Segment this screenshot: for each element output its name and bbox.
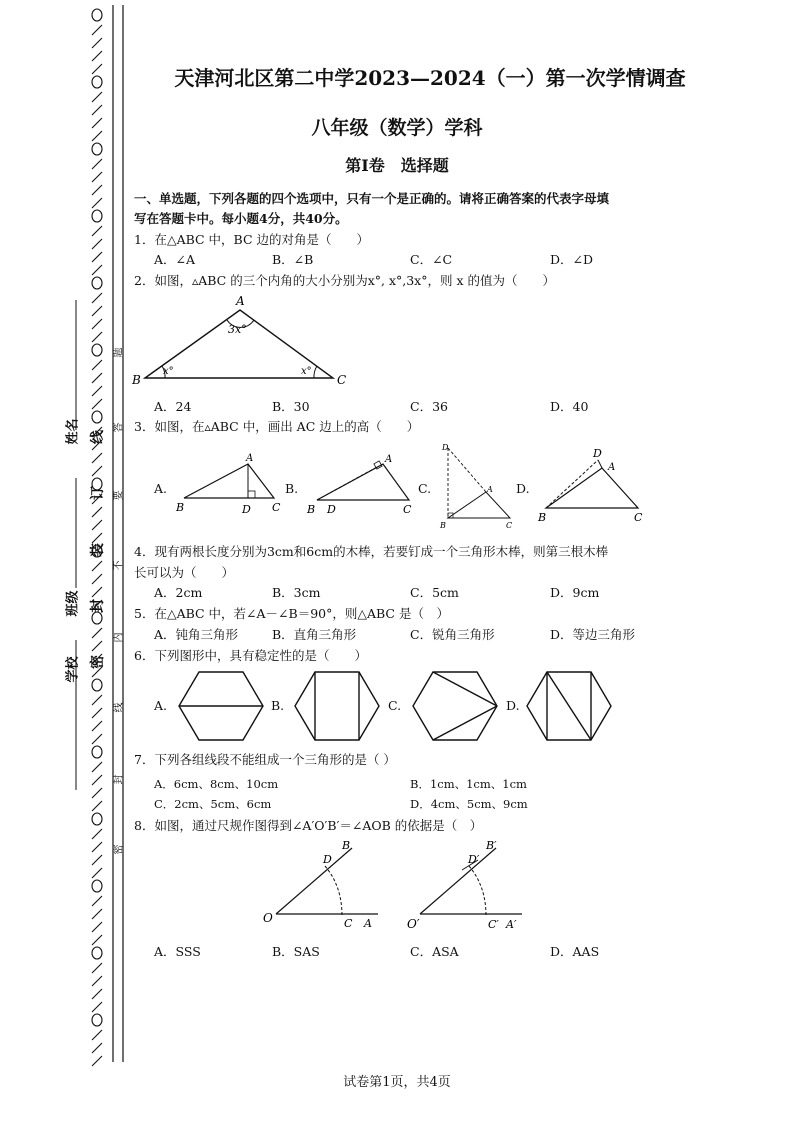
q3-option-c[interactable]: C.	[418, 481, 432, 496]
q8-option-b[interactable]: B．SAS	[272, 944, 320, 959]
q3-stem: 3．如图，在▵ABC 中，画出 AC 边上的高（ ）	[134, 419, 420, 434]
binding-slash	[92, 963, 102, 973]
binding-circle	[92, 411, 102, 423]
section-title: 第Ⅰ卷 选择题	[345, 156, 449, 175]
svg-text:D: D	[323, 853, 332, 866]
q2-label-c: C	[337, 373, 347, 387]
q4-option-a[interactable]: A．2cm	[154, 585, 203, 600]
q7-stem: 7．下列各组线段不能组成一个三角形的是（ ）	[134, 752, 396, 767]
q8-figure-right	[404, 836, 534, 932]
binding-circle	[92, 612, 102, 624]
svg-text:C: C	[272, 501, 281, 514]
svg-text:O: O	[263, 911, 273, 925]
q8-option-c[interactable]: C．ASA	[410, 944, 459, 959]
binding-slash	[92, 762, 102, 772]
binding-slash	[92, 1043, 102, 1053]
q8-option-d[interactable]: D．AAS	[550, 944, 600, 959]
svg-text:B′: B′	[486, 839, 497, 852]
q4-option-d[interactable]: D．9cm	[550, 585, 600, 600]
q2-stem: 2．如图，▵ABC 的三个内角的大小分别为x°, x°,3x°，则 x 的值为（ ）	[134, 273, 555, 288]
svg-text:B: B	[538, 511, 547, 524]
svg-text:D: D	[327, 503, 336, 516]
q5-option-d[interactable]: D．等边三角形	[550, 627, 636, 642]
binding-slash	[92, 51, 102, 61]
binding-circle	[92, 210, 102, 222]
q4-option-b[interactable]: B．3cm	[272, 585, 321, 600]
svg-text:C: C	[403, 503, 412, 516]
svg-text:A: A	[246, 453, 254, 464]
instructions-line-1: 一、单选题，下列各题的四个选项中，只有一个是正确的。请将正确答案的代表字母填	[134, 191, 610, 206]
q3-figure-d	[536, 444, 648, 524]
page-footer: 试卷第1页，共4页	[343, 1075, 451, 1090]
note-char-4: 不	[113, 560, 125, 571]
binding-slash	[92, 1056, 102, 1066]
binding-slash	[92, 466, 102, 476]
binding-slash	[92, 533, 102, 543]
seal-char-2: 订	[90, 486, 106, 500]
q3-option-a[interactable]: A.	[154, 481, 168, 496]
q5-stem: 5．在△ABC 中，若∠A－∠B＝90°，则△ABC 是（ ）	[134, 606, 449, 621]
q5-option-c[interactable]: C．锐角三角形	[410, 627, 495, 642]
binding-slash	[92, 909, 102, 919]
binding-slash	[92, 574, 102, 584]
seal-char-1: 线	[90, 430, 106, 444]
q8-stem: 8．如图，通过尺规作图得到∠A′O′B′＝∠AOB 的依据是（ ）	[134, 818, 483, 833]
q5-option-b[interactable]: B．直角三角形	[272, 627, 357, 642]
seal-char-4: 封	[90, 599, 106, 613]
note-char-5: 内	[113, 632, 125, 643]
q2-option-a[interactable]: A．24	[154, 399, 192, 414]
binding-slash	[92, 721, 102, 731]
q2-label-a: A	[236, 294, 245, 308]
binding-circle	[92, 344, 102, 356]
svg-text:B: B	[342, 839, 351, 852]
q2-angle-c: x°	[301, 366, 312, 377]
q2-label-b: B	[132, 373, 141, 387]
q7-option-d[interactable]: D．4cm、5cm、9cm	[410, 797, 528, 811]
q3-figure-c	[436, 440, 522, 532]
binding-slash	[92, 801, 102, 811]
q8-option-a[interactable]: A．SSS	[154, 944, 201, 959]
q2-option-d[interactable]: D．40	[550, 399, 589, 414]
binding-slash	[92, 239, 102, 249]
binding-slash	[92, 628, 102, 638]
q1-stem: 1．在△ABC 中，BC 边的对角是（ ）	[134, 232, 370, 247]
q3-option-d[interactable]: D.	[516, 481, 530, 496]
instructions-line-2: 写在答题卡中。每小题4分，共40分。	[134, 211, 348, 226]
q8-figure-left	[260, 836, 390, 932]
binding-slash	[92, 319, 102, 329]
q6-option-a[interactable]: A.	[154, 698, 168, 713]
binding-slash	[92, 976, 102, 986]
binding-slash	[92, 373, 102, 383]
note-char-8: 密	[113, 844, 125, 855]
binding-slash	[92, 561, 102, 571]
q3-figure-a	[172, 450, 282, 516]
binding-circle	[92, 1014, 102, 1026]
note-char-6: 线	[113, 702, 125, 713]
q3-figure-b	[305, 452, 420, 518]
q1-option-a[interactable]: A．∠A	[154, 252, 196, 267]
binding-slash	[92, 332, 102, 342]
school-label: 学校	[65, 656, 81, 683]
svg-text:D: D	[242, 503, 251, 516]
svg-text:A: A	[487, 485, 493, 494]
svg-text:D: D	[593, 447, 602, 460]
q6-option-d[interactable]: D.	[506, 698, 520, 713]
binding-slash	[92, 25, 102, 35]
binding-slash	[92, 198, 102, 208]
binding-slash	[92, 935, 102, 945]
binding-slash	[92, 226, 102, 236]
note-char-3: 要	[113, 490, 125, 501]
q6-figure-d	[524, 668, 614, 744]
binding-slash	[92, 453, 102, 463]
svg-text:A: A	[608, 462, 616, 473]
note-char-1: 题	[113, 347, 125, 358]
binding-slash	[92, 829, 102, 839]
svg-text:O′: O′	[407, 917, 420, 931]
binding-slash	[92, 641, 102, 651]
svg-text:C: C	[634, 511, 643, 524]
seal-char-5: 密	[90, 655, 106, 669]
svg-text:B: B	[307, 503, 316, 516]
note-char-2: 答	[113, 422, 125, 433]
q2-angle-a: 3x°	[228, 323, 247, 336]
q2-angle-b: x°	[163, 366, 174, 377]
note-char-7: 封	[113, 774, 125, 785]
binding-slash	[92, 896, 102, 906]
svg-text:B: B	[176, 501, 185, 514]
svg-text:A: A	[364, 917, 372, 930]
q6-figure-b	[292, 668, 382, 744]
binding-slash	[92, 507, 102, 517]
svg-text:A: A	[385, 454, 393, 465]
svg-text:A′: A′	[506, 918, 517, 931]
q4-option-c[interactable]: C．5cm	[410, 585, 459, 600]
svg-text:B: B	[440, 521, 446, 530]
q2-option-c[interactable]: C．36	[410, 399, 448, 414]
binding-circle	[92, 9, 102, 21]
binding-slash	[92, 360, 102, 370]
binding-slash	[92, 922, 102, 932]
binding-slash	[92, 38, 102, 48]
binding-slash	[92, 306, 102, 316]
name-label: 姓名	[65, 418, 81, 445]
svg-text:D: D	[442, 443, 449, 452]
binding-slash	[92, 708, 102, 718]
q6-option-c[interactable]: C.	[388, 698, 402, 713]
binding-circle	[92, 813, 102, 825]
binding-circle	[92, 746, 102, 758]
svg-text:C: C	[344, 917, 353, 930]
binding-slash	[92, 399, 102, 409]
binding-slash	[92, 520, 102, 530]
binding-slash	[92, 92, 102, 102]
exam-title: 天津河北区第二中学2023—2024（一）第一次学情调查	[174, 66, 686, 90]
subject-title: 八年级（数学）学科	[311, 117, 483, 139]
binding-slash	[92, 265, 102, 275]
binding-slash	[92, 293, 102, 303]
binding-circle	[92, 880, 102, 892]
q7-option-a[interactable]: A．6cm、8cm、10cm	[154, 777, 279, 791]
binding-circle	[92, 277, 102, 289]
q7-option-c[interactable]: C．2cm、5cm、6cm	[154, 797, 272, 811]
binding-slash	[92, 868, 102, 878]
q1-option-b[interactable]: B．∠B	[272, 252, 314, 267]
q7-option-b[interactable]: B．1cm、1cm、1cm	[410, 777, 527, 791]
binding-slash	[92, 775, 102, 785]
binding-circle	[92, 947, 102, 959]
q6-stem: 6．下列图形中，具有稳定性的是（ ）	[134, 648, 367, 663]
q4-stem: 4．现有两根长度分别为3cm和6cm的木棒，若要钉成一个三角形木棒，则第三根木棒	[134, 544, 609, 559]
class-label: 班级	[65, 590, 81, 617]
q5-option-a[interactable]: A．钝角三角形	[154, 627, 239, 642]
binding-slash	[92, 842, 102, 852]
binding-circle	[92, 679, 102, 691]
binding-slash	[92, 788, 102, 798]
q4-stem-2: 长可以为（ ）	[134, 565, 235, 580]
binding-slash	[92, 1002, 102, 1012]
q6-figure-a	[176, 668, 266, 744]
q6-figure-c	[410, 668, 500, 744]
q2-triangle-figure	[130, 292, 360, 392]
seal-char-3: 装	[90, 543, 106, 557]
svg-text:D′: D′	[468, 853, 480, 866]
binding-slash	[92, 1030, 102, 1040]
q1-option-d[interactable]: D．∠D	[550, 252, 594, 267]
svg-text:C′: C′	[488, 918, 499, 931]
q2-option-b[interactable]: B．30	[272, 399, 310, 414]
binding-slash	[92, 587, 102, 597]
svg-text:C: C	[506, 521, 513, 530]
q3-option-b[interactable]: B.	[285, 481, 299, 496]
q1-option-c[interactable]: C．∠C	[410, 252, 453, 267]
q6-option-b[interactable]: B.	[271, 698, 285, 713]
binding-slash	[92, 695, 102, 705]
binding-slash	[92, 252, 102, 262]
binding-slash	[92, 734, 102, 744]
binding-slash	[92, 989, 102, 999]
binding-slash	[92, 855, 102, 865]
binding-slash	[92, 185, 102, 195]
binding-slash	[92, 386, 102, 396]
